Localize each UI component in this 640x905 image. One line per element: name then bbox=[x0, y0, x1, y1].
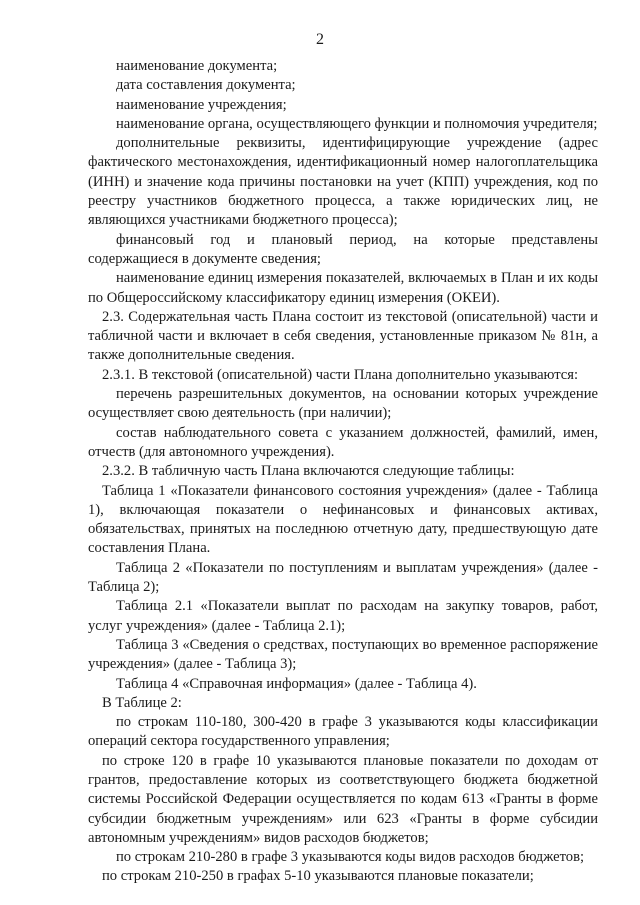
paragraph: наименование учреждения; bbox=[116, 96, 287, 113]
paragraph: перечень разрешительных документов, на основании которых учреждение осуществляет свою деятельность (при наличии); bbox=[88, 386, 598, 422]
paragraph: по строкам 210-280 в графе 3 указываются коды видов расходов бюджетов; bbox=[116, 849, 585, 866]
paragraph: наименование единиц измерения показателей, включаемых в План и их коды по Общероссийскому классификатору единиц измерения (ОКЕИ). bbox=[88, 270, 598, 306]
paragraph: Таблица 2 «Показатели по поступлениям и выплатам учреждения» (далее - Таблица 2); bbox=[88, 559, 598, 596]
paragraph: 2.3.2. В табличную часть Плана включаются следующие таблицы: bbox=[102, 463, 515, 480]
paragraph: финансовый год и плановый период, на которые представлены содержащиеся в документе сведения; bbox=[88, 231, 598, 267]
paragraph: по строкам 210-250 в графах 5-10 указываются плановые показатели; bbox=[102, 868, 534, 885]
paragraph: дополнительные реквизиты, идентифицирующие учреждение (адрес фактического местонахождения, идентификационный номер налогоплательщика (ИНН) и значение кода причины постановки на учет (КПП) учреждения, код по реестру участников бюджетного процесса, а также юридических лиц, не являющихся участниками бюджетного процесса); bbox=[88, 135, 598, 229]
paragraph: Таблица 1 «Показатели финансового состояния учреждения» (далее - Таблица 1), включающая показатели о нефинансовых и финансовых активах, обязательствах, принятых на последнюю отчетную дату, предшествующую дате составления Плана. bbox=[88, 482, 598, 557]
paragraph: Таблица 2.1 «Показатели выплат по расходам на закупку товаров, работ, услуг учреждения» (далее - Таблица 2.1); bbox=[88, 598, 598, 634]
paragraph: Таблица 3 «Сведения о средствах, поступающих во временное распоряжение учреждения» (далее - Таблица 3); bbox=[88, 636, 598, 673]
paragraph: состав наблюдательного совета с указанием должностей, фамилий, имен, отчеств (для автономного учреждения). bbox=[88, 424, 598, 460]
page-number: 2 bbox=[316, 31, 324, 48]
paragraph: 2.3.1. В текстовой (описательной) части Плана дополнительно указываются: bbox=[102, 366, 579, 383]
paragraph: наименование органа, осуществляющего функции и полномочия учредителя; bbox=[116, 115, 598, 132]
paragraph: дата составления документа; bbox=[116, 77, 296, 94]
paragraph: наименование документа; bbox=[116, 58, 278, 74]
paragraph: по строкам 110-180, 300-420 в графе 3 указываются коды классификации операций сектора государственного управления; bbox=[88, 714, 598, 750]
document-body bbox=[88, 57, 598, 887]
paragraph: 2.3. Содержательная часть Плана состоит из текстовой (описательной) части и табличной части и включает в себя сведения, установленные приказом № 81н, а также дополнительные сведения. bbox=[88, 308, 598, 364]
paragraph: Таблица 4 «Справочная информация» (далее - Таблица 4). bbox=[116, 675, 477, 692]
paragraph: В Таблице 2: bbox=[102, 694, 182, 711]
paragraph: по строке 120 в графе 10 указываются плановые показатели по доходам от грантов, предоставление которых из соответствующего бюджета бюджетной системы Российской Федерации осуществляется по кодам 613 «Гранты в форме субсидии бюджетным учреждениям» или 623 «Гранты в форме субсидии автономным учреждениям» видов расходов бюджетов; bbox=[88, 752, 598, 846]
